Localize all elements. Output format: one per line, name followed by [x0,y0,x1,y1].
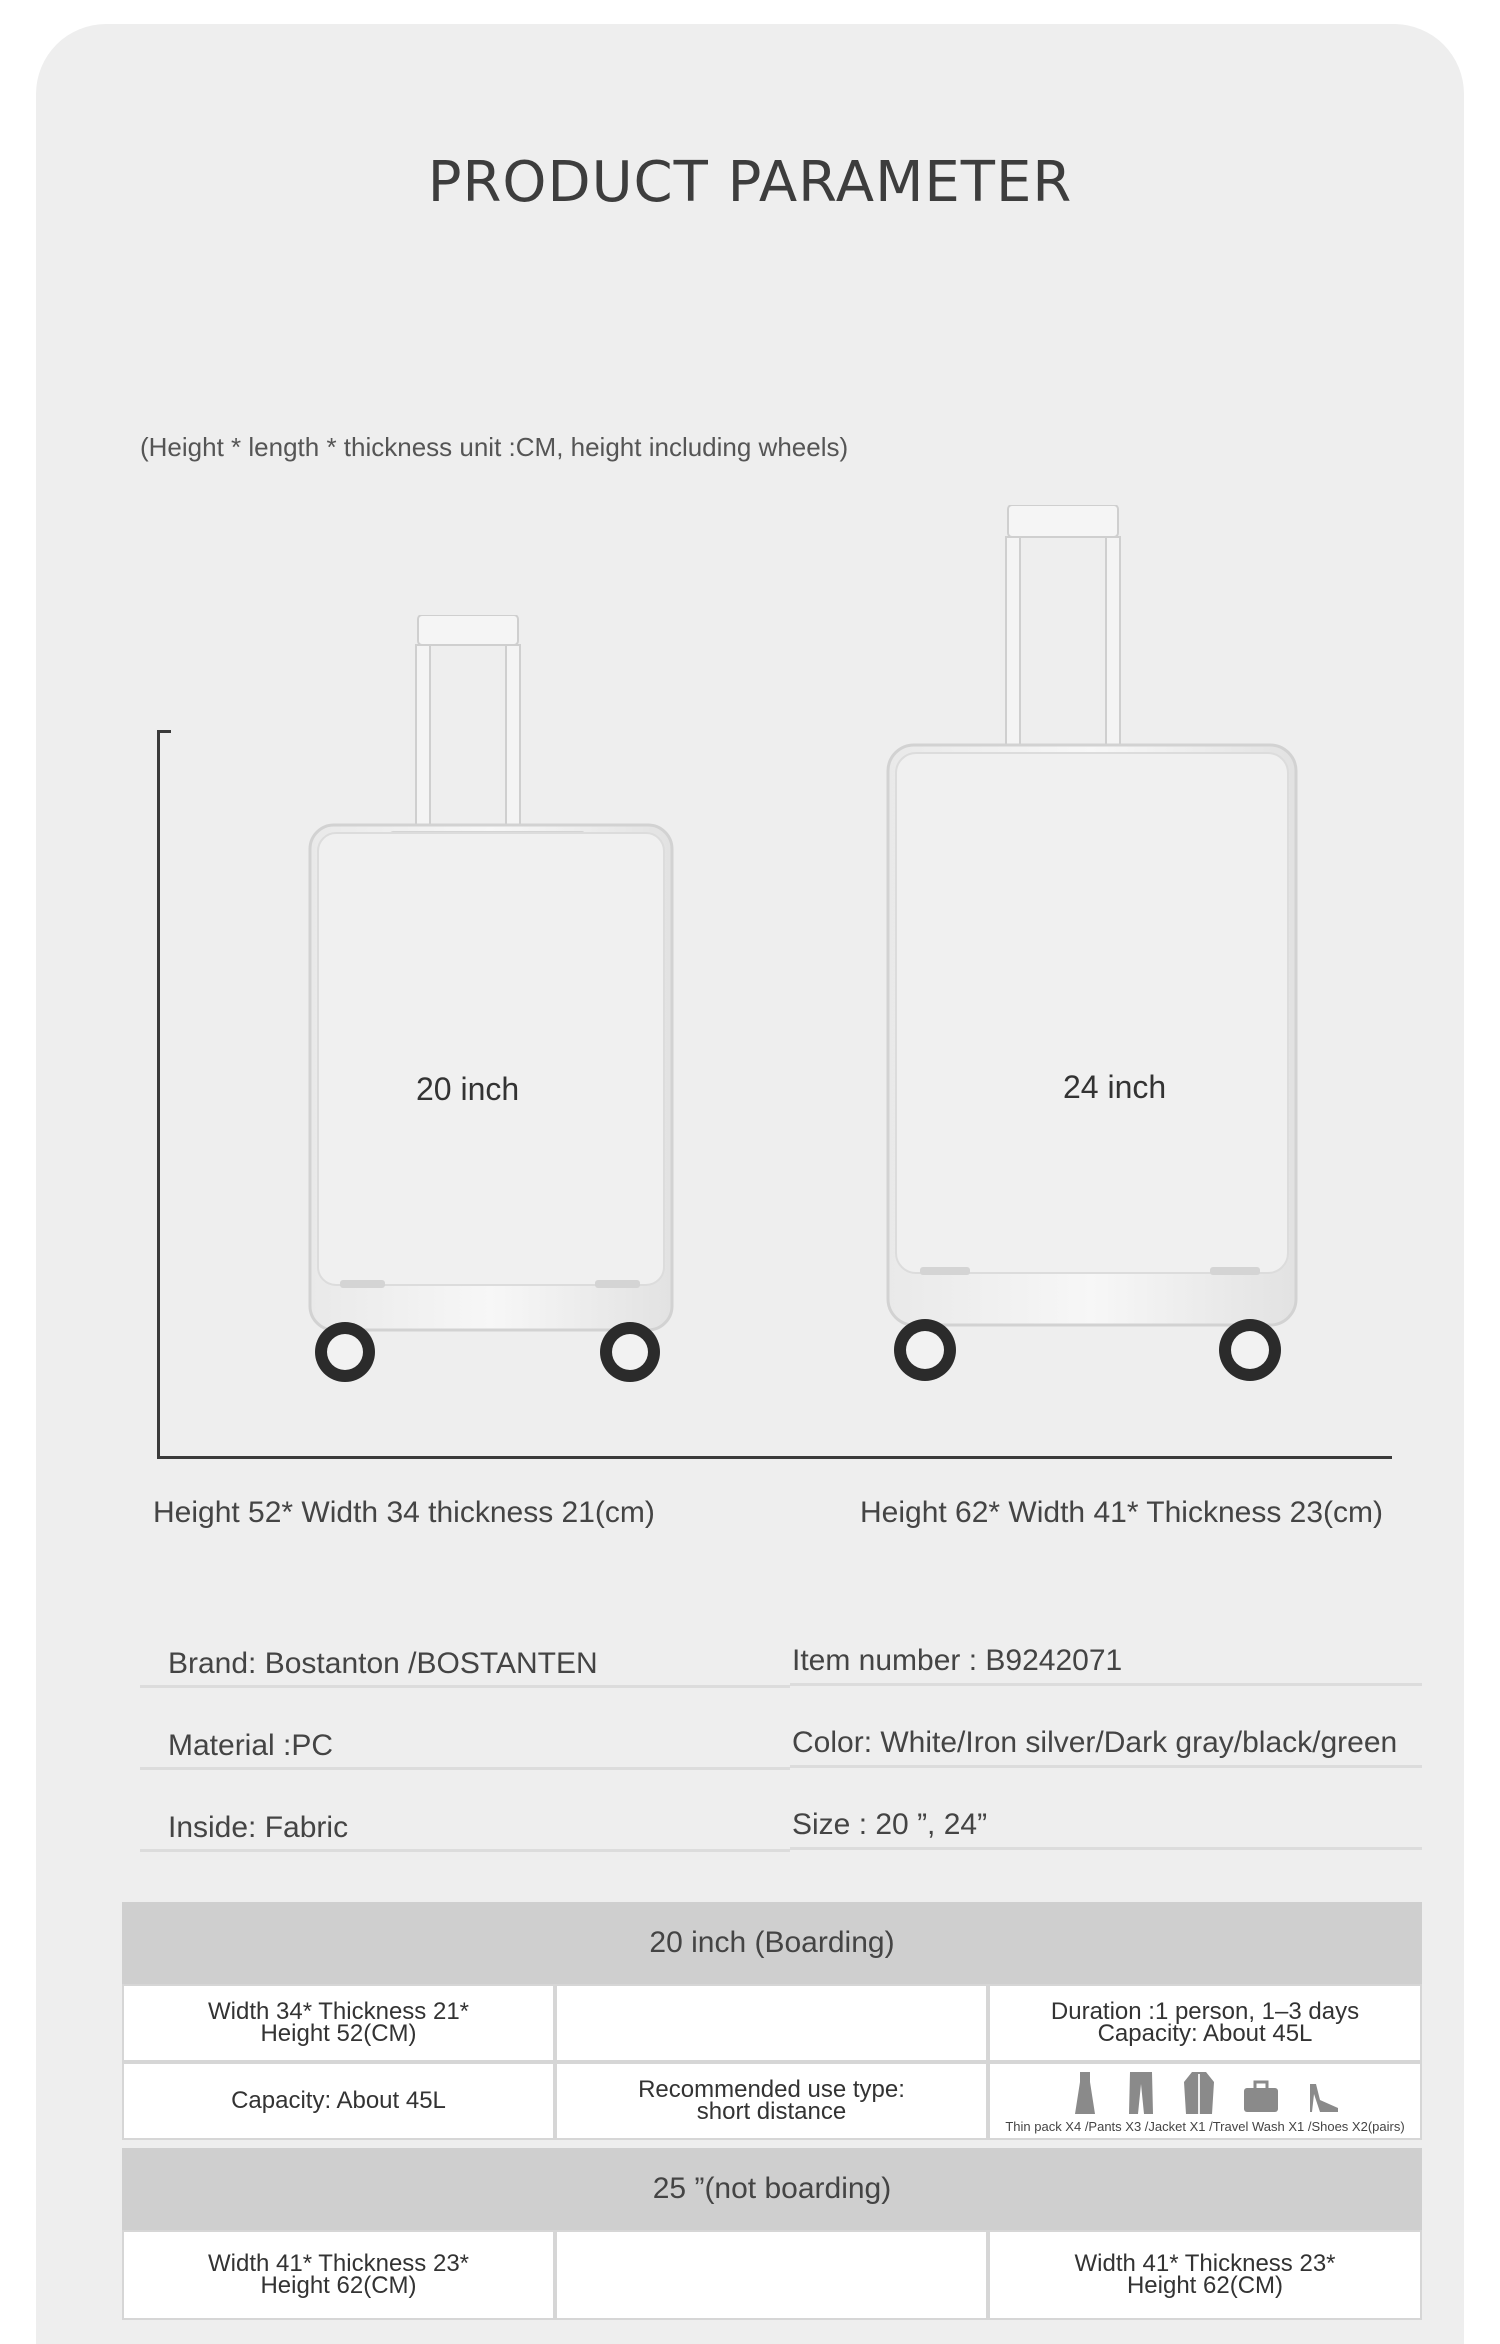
dims-line: Width 41* Thickness 23* [207,2250,470,2277]
use-type-line: short distance [696,2098,847,2125]
suitcase-24-inch-image [880,505,1300,1395]
capacity-line: Capacity: About 45L [1097,2020,1313,2047]
jacket-icon [1182,2070,1216,2114]
table-cell-empty [555,1984,988,2062]
table-cell [122,1984,555,2062]
table-cell [555,2062,988,2140]
divider [140,1685,790,1688]
table-cell [988,1984,1422,2062]
unit-note: (Height * length * thickness unit :CM, height including wheels) [140,432,849,462]
use-type-line: Recommended use type: [638,2076,905,2103]
suitcase-20-inch-label: 20 inch [416,1071,520,1107]
height-axis-top-tick [157,730,171,733]
boarding-table-header: 20 inch (Boarding) [122,1902,1422,1984]
packing-items-text: Thin pack X4 /Pants X3 /Jacket X1 /Travel Wash X1 /Shoes X2(pairs) [1005,2119,1405,2134]
capacity-text: Capacity: About 45L [231,2087,446,2114]
dims-line: Height 62(CM) [1126,2272,1284,2299]
packing-items-cell [988,2062,1422,2140]
table-cell [122,2062,555,2140]
divider [790,1765,1422,1768]
table-row [122,2230,1422,2320]
large-dimensions: Height 62* Width 41* Thickness 23(cm) [860,1496,1384,1529]
ground-line [157,1456,1392,1459]
table-cell-empty [555,2230,988,2320]
dims-line: Width 34* Thickness 21* [207,1998,470,2025]
spec-material: Material :PC [168,1729,334,1762]
toiletry-bag-icon [1242,2080,1280,2114]
table-cell [122,2230,555,2320]
table-row [122,2062,1422,2140]
dims-line: Width 41* Thickness 23* [1074,2250,1336,2277]
table-cell [988,2230,1422,2320]
packing-icons [1070,2064,1340,2114]
height-axis [157,730,160,1458]
spec-brand: Brand: Bostanton /BOSTANTEN [168,1647,598,1680]
spec-inside: Inside: Fabric [168,1811,349,1844]
spec-color: Color: White/Iron silver/Dark gray/black/green [792,1726,1398,1759]
non-boarding-table [122,2148,1422,2320]
divider [140,1767,790,1770]
divider [790,1683,1422,1686]
dress-icon [1070,2070,1100,2114]
table-row [122,1984,1422,2062]
spec-size: Size : 20 ”, 24” [792,1808,988,1841]
non-boarding-table-header: 25 ”(not boarding) [122,2148,1422,2230]
small-dimensions: Height 52* Width 34 thickness 21(cm) [153,1496,655,1529]
duration-line: Duration :1 person, 1–3 days [1050,1998,1360,2025]
suitcase-24-inch-label: 24 inch [1063,1069,1167,1105]
spec-item-number: Item number : B9242071 [792,1644,1123,1677]
high-heel-icon [1306,2080,1340,2114]
boarding-table [122,1902,1422,2140]
pants-icon [1126,2070,1156,2114]
page-title: PRODUCT PARAMETER [427,150,1073,215]
divider [790,1847,1422,1850]
suitcase-20-inch-image [300,615,680,1395]
dims-line: Height 62(CM) [260,2272,417,2299]
divider [140,1849,790,1852]
dims-line: Height 52(CM) [260,2020,417,2047]
